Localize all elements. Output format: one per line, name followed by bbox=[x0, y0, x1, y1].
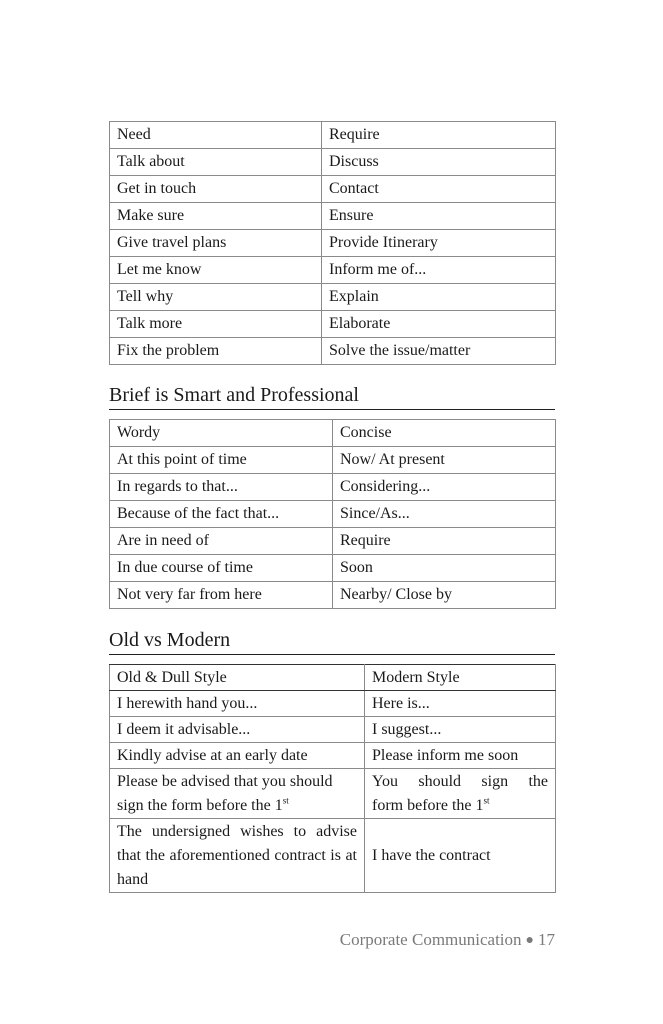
table-cell: In due course of time bbox=[110, 555, 333, 582]
footer-title: Corporate Communication bbox=[339, 930, 522, 949]
table-cell: I have the contract bbox=[365, 819, 556, 893]
table-cell bbox=[110, 769, 365, 819]
table-header-row bbox=[110, 665, 556, 691]
table-row bbox=[110, 311, 556, 338]
table-cell: The undersigned wishes to advise that the aforementioned contract is at hand bbox=[110, 819, 365, 893]
table-cell: Since/As... bbox=[333, 501, 556, 528]
table-cell: Now/ At present bbox=[333, 447, 556, 474]
table-row bbox=[110, 501, 556, 528]
table-cell: Here is... bbox=[365, 691, 556, 717]
table-cell: Please inform me soon bbox=[365, 743, 556, 769]
table-cell: Soon bbox=[333, 555, 556, 582]
table-cell: Because of the fact that... bbox=[110, 501, 333, 528]
table-cell: Ensure bbox=[322, 203, 556, 230]
table-row bbox=[110, 474, 556, 501]
table-cell bbox=[365, 769, 556, 819]
bullet-icon: ● bbox=[525, 933, 534, 948]
table-row bbox=[110, 203, 556, 230]
table-cell: Not very far from here bbox=[110, 582, 333, 609]
table-cell: Considering... bbox=[333, 474, 556, 501]
section-heading-old-vs-modern: Old vs Modern bbox=[109, 627, 555, 655]
column-header-old: Old & Dull Style bbox=[110, 665, 365, 691]
cell-line bbox=[372, 794, 548, 818]
table-cell: Kindly advise at an early date bbox=[110, 743, 365, 769]
table-cell: Inform me of... bbox=[322, 257, 556, 284]
cell-line bbox=[117, 794, 357, 818]
table-cell: Tell why bbox=[110, 284, 322, 311]
section-heading-brief: Brief is Smart and Professional bbox=[109, 382, 555, 410]
cell-line: You should sign the bbox=[372, 773, 548, 790]
table-row bbox=[110, 176, 556, 203]
table-cell: Nearby/ Close by bbox=[333, 582, 556, 609]
table-row bbox=[110, 582, 556, 609]
page-footer bbox=[340, 930, 555, 950]
cell-text: sign the form before the 1 bbox=[117, 797, 283, 814]
table-cell: Need bbox=[110, 122, 322, 149]
table-cell: Let me know bbox=[110, 257, 322, 284]
table-cell: Give travel plans bbox=[110, 230, 322, 257]
old-modern-table bbox=[109, 664, 556, 893]
table-row bbox=[110, 338, 556, 365]
table-cell: Provide Itinerary bbox=[322, 230, 556, 257]
table-cell: Get in touch bbox=[110, 176, 322, 203]
table-row bbox=[110, 149, 556, 176]
table-row bbox=[110, 769, 556, 819]
table-cell: I herewith hand you... bbox=[110, 691, 365, 717]
column-header-concise: Concise bbox=[333, 420, 556, 447]
table-row bbox=[110, 284, 556, 311]
table-cell: Are in need of bbox=[110, 528, 333, 555]
table-cell: Fix the problem bbox=[110, 338, 322, 365]
table-row bbox=[110, 819, 556, 893]
table-row bbox=[110, 555, 556, 582]
table-cell: Require bbox=[333, 528, 556, 555]
table-cell: Talk about bbox=[110, 149, 322, 176]
wordy-concise-table bbox=[109, 419, 556, 609]
table-row bbox=[110, 717, 556, 743]
table-cell: Contact bbox=[322, 176, 556, 203]
table-cell: Solve the issue/matter bbox=[322, 338, 556, 365]
cell-line: Please be advised that you should bbox=[117, 773, 333, 790]
table-row bbox=[110, 122, 556, 149]
table-row bbox=[110, 447, 556, 474]
table-row bbox=[110, 257, 556, 284]
table-cell: I suggest... bbox=[365, 717, 556, 743]
table-row bbox=[110, 528, 556, 555]
table-cell: Require bbox=[322, 122, 556, 149]
superscript: st bbox=[483, 795, 490, 806]
superscript: st bbox=[282, 795, 289, 806]
column-header-wordy: Wordy bbox=[110, 420, 333, 447]
table-row bbox=[110, 230, 556, 257]
table-cell: Make sure bbox=[110, 203, 322, 230]
table-header-row bbox=[110, 420, 556, 447]
table-cell: I deem it advisable... bbox=[110, 717, 365, 743]
page-number: 17 bbox=[538, 930, 555, 949]
table-row bbox=[110, 743, 556, 769]
table-cell: Explain bbox=[322, 284, 556, 311]
column-header-modern: Modern Style bbox=[365, 665, 556, 691]
table-row bbox=[110, 691, 556, 717]
synonyms-table bbox=[109, 121, 556, 365]
table-cell: Discuss bbox=[322, 149, 556, 176]
table-cell: Talk more bbox=[110, 311, 322, 338]
table-cell: In regards to that... bbox=[110, 474, 333, 501]
cell-text: form before the 1 bbox=[372, 797, 484, 814]
table-cell: At this point of time bbox=[110, 447, 333, 474]
table-cell: Elaborate bbox=[322, 311, 556, 338]
